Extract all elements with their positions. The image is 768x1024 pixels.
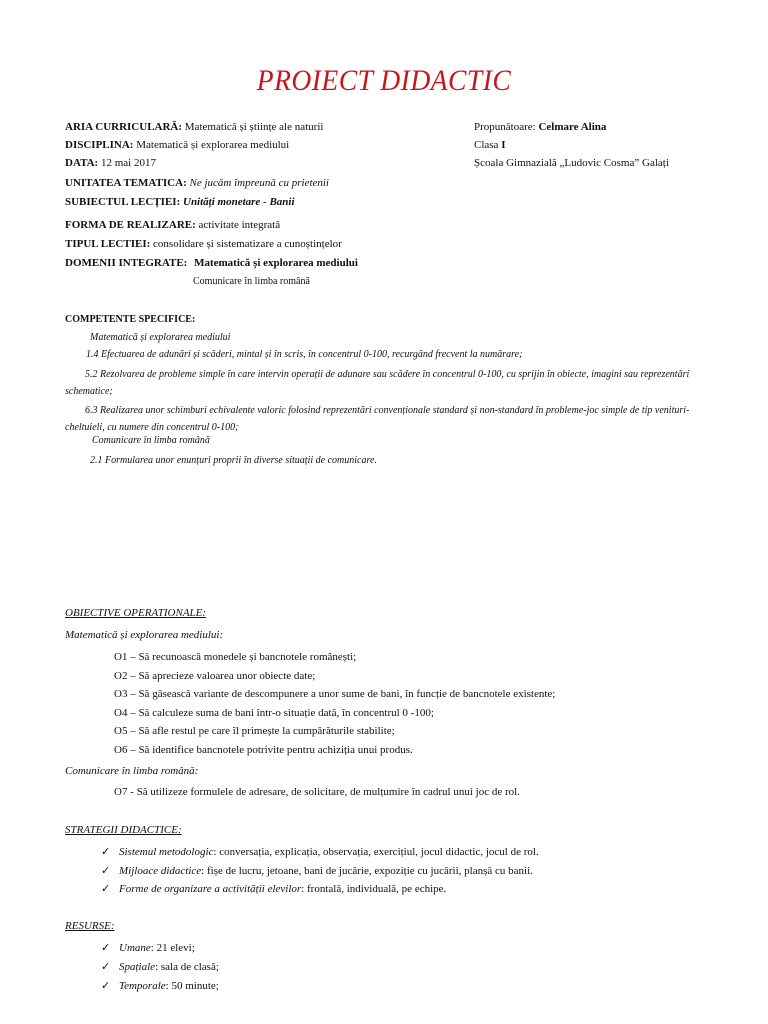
strategii-heading: STRATEGII DIDACTICE: [65,824,182,836]
strategie-label: Mijloace didactice [119,865,202,877]
page-title: PROIECT DIDACTIC [256,64,512,97]
competente-heading: COMPETENTE SPECIFICE: [65,314,196,325]
obiectiv-item: O6 – Să identifice bancnotele potrivite pentru achiziția unui produs. [114,744,413,756]
strategie-value: : frontală, individuală, pe echipe. [301,883,447,895]
unitatea-label: UNITATEA TEMATICA: [65,177,187,189]
data-label: DATA: [65,157,99,169]
resursa-label: Spațiale [119,961,156,973]
strategie-value: : conversația, explicația, observația, exercițiul, jocul didactic, jocul de rol. [213,846,539,858]
clasa-label: Clasa [474,139,499,151]
resursa-item [101,960,219,973]
check-icon: ✓ [101,883,111,895]
tipul-lectiei [65,238,342,250]
forma-value: activitate integrată [198,219,281,231]
obiective-sub-romana: Comunicare în limba română: [65,765,199,777]
obiectiv-item: O2 – Să aprecieze valoarea unor obiecte date; [114,670,316,682]
forma-label: FORMA DE REALIZARE: [65,219,196,231]
domenii-value-2: Comunicare în limba română [193,276,310,287]
check-icon: ✓ [101,846,111,858]
aria-value: Matematică și științe ale naturii [184,121,324,133]
competenta-6-3: 6.3 Realizarea unor schimburi echivalente valoric folosind reprezentări convenționale standard și non-standard în probleme-joc simple de tip venituri-cheltuieli, cu numere din concentrul 0-100; [65,405,690,433]
resursa-label: Temporale [119,980,166,992]
competenta-2-1: 2.1 Formularea unor enunțuri proprii în diverse situații de comunicare. [90,455,377,466]
competenta-1-4: 1.4 Efectuarea de adunări și scăderi, mintal și în scris, în concentrul 0-100, recurgând frecvent la numărare; [86,349,523,360]
propunatoare-label: Propunătoare: [474,121,536,133]
strategie-label: Forme de organizare a activității elevilor [119,883,302,895]
unitatea-value: Ne jucăm împreună cu prietenii [189,177,329,189]
data-value: 12 mai 2017 [100,157,156,169]
check-icon: ✓ [101,942,111,954]
strategie-item [101,845,539,858]
obiectiv-item: O1 – Să recunoască monedele și bancnotele românești; [114,651,357,663]
check-icon: ✓ [101,865,111,877]
obiectiv-item: O7 - Să utilizeze formulele de adresare, de solicitare, de mulțumire în cadrul unui joc de rol. [114,786,520,798]
strategie-label: Sistemul metodologic [119,846,214,858]
unitatea-tematica [65,177,329,189]
tipul-value: consolidare și sistematizare a cunoștințelor [153,238,342,250]
disciplina-label: DISCIPLINA: [65,139,134,151]
strategie-value: : fișe de lucru, jetoane, bani de jucărie, expoziție cu jucării, planșă cu banii. [201,865,533,877]
competente-sub-mate: Matematică și explorarea mediului [90,332,231,343]
domenii-value-1: Matematică și explorarea mediului [194,257,358,269]
resursa-item [101,979,219,992]
subiectul-label: SUBIECTUL LECȚIEI: [65,196,181,208]
obiectiv-item: O4 – Să calculeze suma de bani într-o situație dată, în concentrul 0 -100; [114,707,434,719]
obiective-heading: OBIECTIVE OPERATIONALE: [65,607,207,619]
check-icon: ✓ [101,961,111,973]
check-icon: ✓ [101,980,111,992]
competenta-5-2: 5.2 Rezolvarea de probleme simple în care intervin operații de adunare sau scădere în concentrul 0-100, cu sprijin în obiecte, imagini sau reprezentări schematice; [65,369,690,397]
forma-de-realizare [65,219,280,231]
strategie-item [101,882,446,895]
scoala: Școala Gimnazială „Ludovic Cosma” Galați [474,157,669,169]
resursa-value: : 50 minute; [165,980,219,992]
resursa-value: : sala de clasă; [155,961,219,973]
disciplina [65,139,289,151]
resurse-heading: RESURSE: [65,920,115,932]
resursa-label: Umane [119,942,151,954]
obiectiv-item: O5 – Să afle restul pe care îl primește la cumpărăturile stabilite; [114,725,395,737]
domenii-integrate [65,257,358,269]
subiectul-lectiei [65,196,295,208]
strategie-item [101,864,533,877]
aria-curriculara [65,121,323,133]
aria-label: ARIA CURRICULARĂ: [65,121,183,133]
resursa-item [101,941,195,954]
domenii-label: DOMENII INTEGRATE: [65,257,188,269]
subiectul-value: Unități monetare - Banii [183,196,295,208]
disciplina-value: Matematică și explorarea mediului [136,139,290,151]
clasa-value: I [501,139,506,151]
obiectiv-item: O3 – Să găsească variante de descompunere a unor sume de bani, în funcție de bancnotele existente; [114,688,556,700]
clasa [474,139,505,151]
resursa-value: : 21 elevi; [150,942,195,954]
data-row [65,157,156,169]
propunatoare [474,121,606,133]
tipul-label: TIPUL LECTIEI: [65,238,151,250]
obiective-sub-mate: Matematică și explorarea mediului: [65,629,224,641]
competente-sub-romana: Comunicare în limba română [92,435,210,446]
propunatoare-name: Celmare Alina [538,121,607,133]
